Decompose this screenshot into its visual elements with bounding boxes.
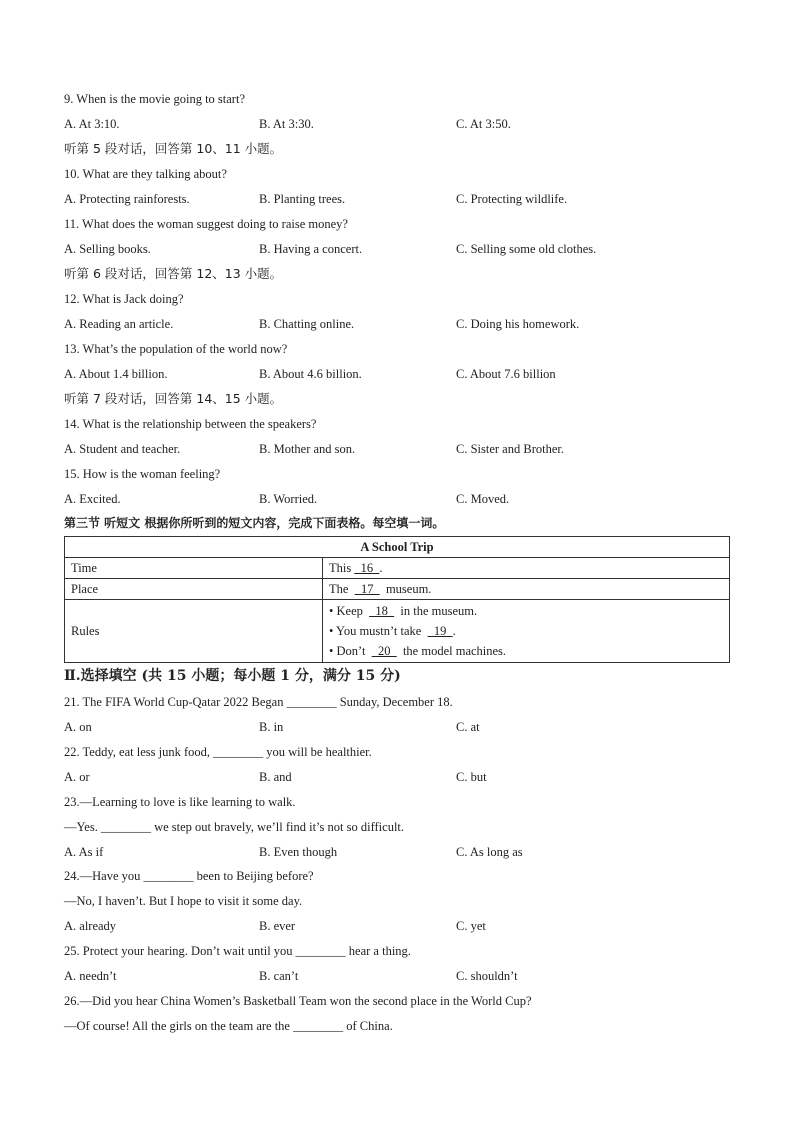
q14-option-c: C. Sister and Brother.: [456, 442, 564, 456]
q11-option-c: C. Selling some old clothes.: [456, 242, 597, 256]
q13-option-b: B. About 4.6 billion.: [259, 367, 362, 381]
section-2-heading: Ⅱ.选择填空 (共 15 小题；每小题 1 分，满分 15 分): [64, 668, 401, 684]
question-22: 22. Teddy, eat less junk food, ________ you will be healthier.: [64, 745, 372, 759]
q25-option-c: C. shouldn’t: [456, 969, 518, 983]
q14-option-a: A. Student and teacher.: [64, 442, 181, 456]
q22-option-c: C. but: [456, 770, 487, 784]
question-26: 26.—Did you hear China Women’s Basketball Team won the second place in the World Cup?: [64, 994, 532, 1008]
q22-option-a: A. or: [64, 770, 90, 784]
q13-option-a: A. About 1.4 billion.: [64, 367, 168, 381]
q12-option-a: A. Reading an article.: [64, 317, 174, 331]
question-13: 13. What’s the population of the world now?: [64, 342, 288, 356]
question-9: 9. When is the movie going to start?: [64, 92, 245, 106]
rule-2-post: .: [452, 624, 456, 638]
blank-18: 18: [369, 604, 395, 618]
question-25: 25. Protect your hearing. Don’t wait until you ________ hear a thing.: [64, 944, 411, 958]
place-cell: [323, 579, 730, 600]
blank-16: 16: [354, 560, 380, 575]
question-21: 21. The FIFA World Cup-Qatar 2022 Began ________ Sunday, December 18.: [64, 695, 453, 709]
q23-option-c: C. As long as: [456, 845, 523, 859]
school-trip-table: [64, 536, 730, 663]
place-post: museum.: [379, 581, 432, 596]
q21-option-c: C. at: [456, 720, 480, 734]
rules-cell: [323, 600, 730, 663]
q9-option-c: C. At 3:50.: [456, 117, 511, 131]
rule-1: [329, 601, 723, 621]
question-26-reply: —Of course! All the girls on the team are the ________ of China.: [64, 1019, 393, 1033]
q22-option-b: B. and: [259, 770, 292, 784]
question-11: 11. What does the woman suggest doing to raise money?: [64, 217, 348, 231]
rules-label: Rules: [65, 600, 323, 663]
rule-3: [329, 641, 723, 661]
q11-option-a: A. Selling books.: [64, 242, 151, 256]
question-12: 12. What is Jack doing?: [64, 292, 184, 306]
rule-3-pre: • Don’t: [329, 644, 372, 658]
dialogue-6-instruction: 听第 6 段对话，回答第 12、13 小题。: [64, 266, 283, 281]
q12-option-c: C. Doing his homework.: [456, 317, 580, 331]
dialogue-7-instruction: 听第 7 段对话，回答第 14、15 小题。: [64, 391, 283, 406]
q10-option-c: C. Protecting wildlife.: [456, 192, 568, 206]
blank-17: 17: [354, 581, 380, 596]
question-23: 23.—Learning to love is like learning to walk.: [64, 795, 296, 809]
q15-option-a: A. Excited.: [64, 492, 121, 506]
q14-option-b: B. Mother and son.: [259, 442, 356, 456]
rule-2-pre: • You mustn’t take: [329, 624, 428, 638]
q12-option-b: B. Chatting online.: [259, 317, 355, 331]
rule-2: [329, 621, 723, 641]
question-10: 10. What are they talking about?: [64, 167, 227, 181]
q23-option-b: B. Even though: [259, 845, 338, 859]
place-pre: The: [329, 581, 355, 596]
time-post: .: [379, 560, 383, 575]
question-24-reply: —No, I haven’t. But I hope to visit it some day.: [64, 894, 303, 908]
q15-option-c: C. Moved.: [456, 492, 510, 506]
section-3-heading: 第三节 听短文 根据你所听到的短文内容，完成下面表格。每空填一词。: [64, 516, 445, 530]
question-24: 24.—Have you ________ been to Beijing before?: [64, 869, 314, 883]
time-label: Time: [65, 558, 323, 579]
q24-option-c: C. yet: [456, 919, 486, 933]
q9-option-a: A. At 3:10.: [64, 117, 120, 131]
question-14: 14. What is the relationship between the speakers?: [64, 417, 317, 431]
question-15: 15. How is the woman feeling?: [64, 467, 221, 481]
q11-option-b: B. Having a concert.: [259, 242, 363, 256]
table-title: A School Trip: [65, 537, 730, 558]
q21-option-b: B. in: [259, 720, 284, 734]
time-pre: This: [329, 560, 355, 575]
time-cell: [323, 558, 730, 579]
q21-option-a: A. on: [64, 720, 92, 734]
q9-option-b: B. At 3:30.: [259, 117, 314, 131]
q25-option-b: B. can’t: [259, 969, 299, 983]
blank-19: 19: [427, 624, 453, 638]
rule-1-pre: • Keep: [329, 604, 370, 618]
rule-3-post: the model machines.: [396, 644, 507, 658]
rule-1-post: in the museum.: [394, 604, 478, 618]
q13-option-c: C. About 7.6 billion: [456, 367, 556, 381]
dialogue-5-instruction: 听第 5 段对话，回答第 10、11 小题。: [64, 141, 283, 156]
blank-20: 20: [371, 644, 397, 658]
q25-option-a: A. needn’t: [64, 969, 117, 983]
q24-option-b: B. ever: [259, 919, 296, 933]
q15-option-b: B. Worried.: [259, 492, 318, 506]
place-label: Place: [65, 579, 323, 600]
question-23-reply: —Yes. ________ we step out bravely, we’ll find it’s not so difficult.: [64, 820, 405, 834]
q10-option-a: A. Protecting rainforests.: [64, 192, 190, 206]
q10-option-b: B. Planting trees.: [259, 192, 346, 206]
q24-option-a: A. already: [64, 919, 117, 933]
q23-option-a: A. As if: [64, 845, 104, 859]
